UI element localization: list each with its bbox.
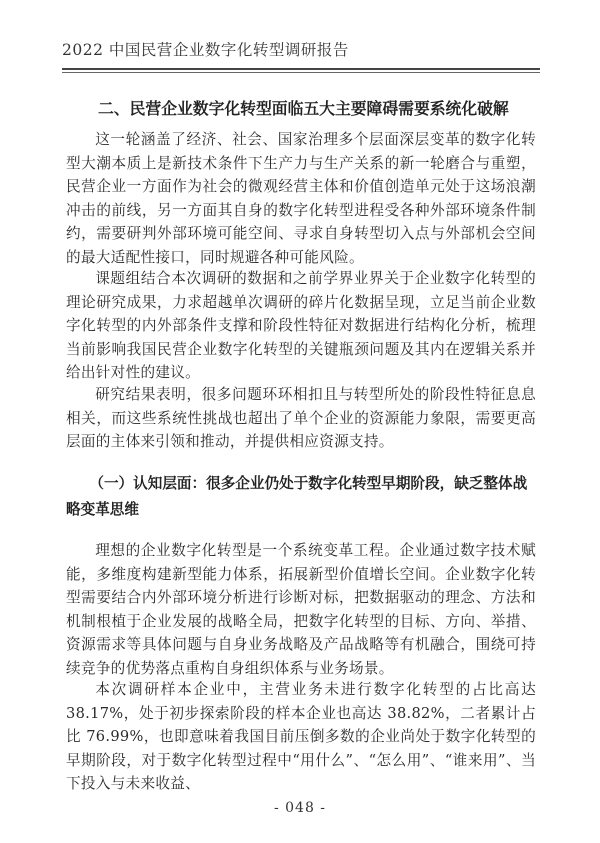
header-rule-thin <box>62 72 540 73</box>
section-heading: 二、民营企业数字化转型面临五大主要障碍需要系统化破解 <box>98 99 509 118</box>
page-number: - 048 - <box>273 800 327 816</box>
body-paragraph: 本次调研样本企业中，主营业务未进行数字化转型的占比高达 38.17%，处于初步探索阶段的样本企业也高达 38.82%，二者累计占比 76.99%，也即意味着我国目前压倒多数的企业尚处于数字化转型的早期阶段，对于数字化转型过程中“用什么”、“怎么用”、“谁来用”、当下投入与未来收益、 <box>66 681 536 792</box>
body-paragraph: 研究结果表明，很多问题环环相扣且与转型所处的阶段性特征息息相关，而这些系统性挑战也超出了单个企业的资源能力象限，需要更高层面的主体来引领和推动，并提供相应资源支持。 <box>66 386 536 450</box>
header-rule-thick <box>62 68 540 70</box>
running-header-title: 2022 中国民营企业数字化转型调研报告 <box>62 41 349 59</box>
subsection-heading: （一）认知层面：很多企业仍处于数字化转型早期阶段，缺乏整体战略变革思维 <box>66 475 528 518</box>
body-paragraph: 课题组结合本次调研的数据和之前学界业界关于企业数字化转型的理论研究成果，力求超越单次调研的碎片化数据呈现，立足当前企业数字化转型的内外部条件支撑和阶段性特征对数据进行结构化分析，梳理当前影响我国民营企业数字化转型的关键瓶颈问题及其内在逻辑关系并给出针对性的建议。 <box>66 270 536 381</box>
body-paragraph: 这一轮涵盖了经济、社会、国家治理多个层面深层变革的数字化转型大潮本质上是新技术条件下生产力与生产关系的新一轮磨合与重塑，民营企业一方面作为社会的微观经营主体和价值创造单元处于这场浪潮冲击的前线，另一方面其自身的数字化转型进程受各种外部环境条件制约，需要研判外部环境可能空间、寻求自身转型切入点与外部机会空间的最大适配性接口，同时规避各种可能风险。 <box>66 131 536 266</box>
body-paragraph: 理想的企业数字化转型是一个系统变革工程。企业通过数字技术赋能，多维度构建新型能力体系，拓展新型价值增长空间。企业数字化转型需要结合内外部环境分析进行诊断对标，把数据驱动的理念、方法和机制根植于企业发展的战略全局，把数字化转型的目标、方向、举措、资源需求等具体问题与自身业务战略及产品战略等有机融合，围绕可持续竞争的优势落点重构自身组织体系与业务场景。 <box>66 542 536 677</box>
